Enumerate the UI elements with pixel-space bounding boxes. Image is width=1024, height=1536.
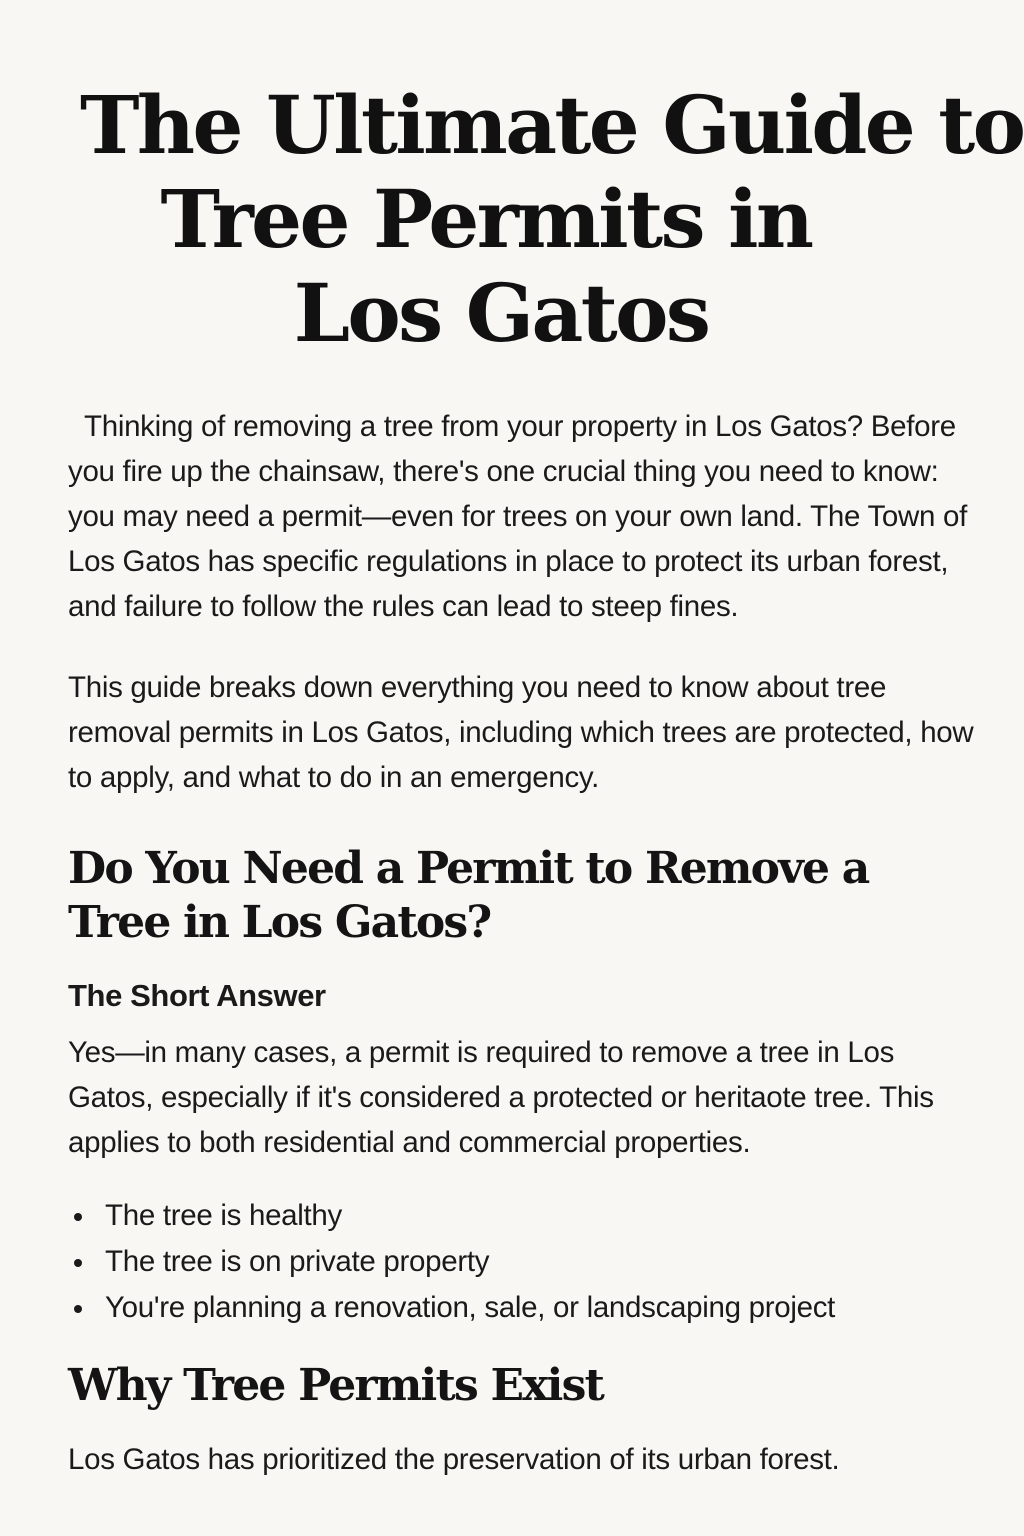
page-title-line: Tree Permits in — [160, 172, 812, 266]
subsection-heading: The Short Answer — [68, 978, 326, 1013]
list-item — [68, 1285, 974, 1331]
section-heading: Why Tree Permits Exist — [68, 1360, 604, 1411]
intro-paragraph: Thinking of removing a tree from your property in Los Gatos? Before you fire up the chainsaw, there's one crucial thing you need to know: you may need a permit—even for trees on your own land. The Town of Los Gatos has specific regulations in place to protect its urban forest, and failure to follow the rules can lead to steep fines. — [68, 410, 968, 623]
page-title-line: Los Gatos — [293, 266, 709, 360]
short-answer-paragraph: Yes—in many cases, a permit is required to remove a tree in Los Gatos, especially if it's considered a protected or heritaote tree. This applies to both residential and commercial properties. — [68, 1036, 934, 1159]
bullet-list — [68, 1193, 974, 1331]
page-title — [68, 0, 1024, 360]
bullet-icon — [74, 1259, 82, 1267]
bullet-icon — [74, 1213, 82, 1221]
page-title-line: The Ultimate Guide to — [80, 78, 1024, 172]
list-item-text: The tree is healthy — [105, 1199, 342, 1232]
list-item-text: The tree is on private property — [105, 1245, 490, 1278]
intro-paragraph: This guide breaks down everything you need to know about tree removal permits in Los Gatos, including which trees are protected, how to apply, and what to do in an emergency. — [68, 671, 974, 794]
list-item — [68, 1239, 974, 1285]
bullet-icon — [74, 1305, 82, 1313]
list-item — [68, 1193, 974, 1239]
closing-paragraph: Los Gatos has prioritized the preservation of its urban forest. — [68, 1443, 840, 1476]
list-item-text: You're planning a renovation, sale, or landscaping project — [105, 1291, 836, 1324]
section-heading: Do You Need a Permit to Remove a Tree in Los Gatos? — [68, 843, 869, 948]
